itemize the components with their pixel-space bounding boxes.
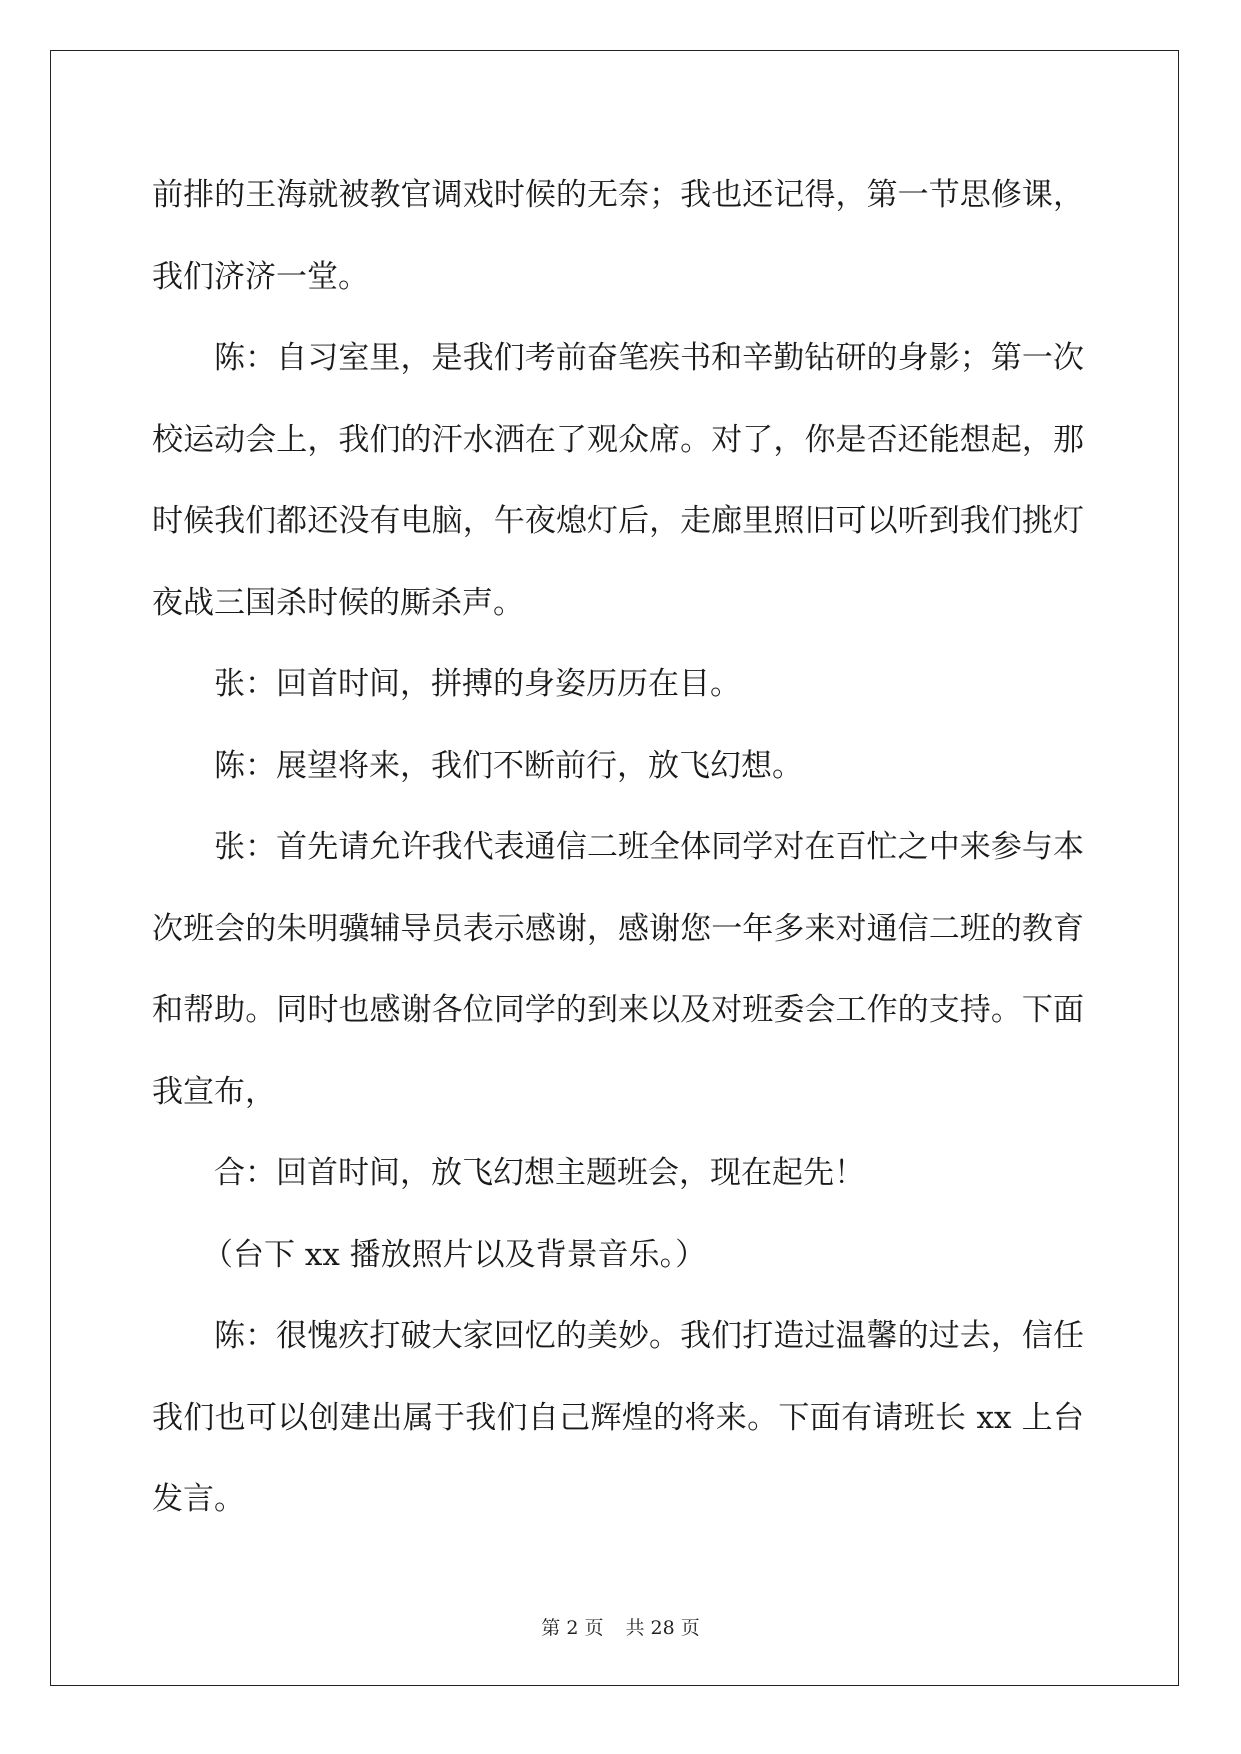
page-number: 第 2 页 bbox=[541, 1617, 604, 1639]
paragraph: 陈：很愧疚打破大家回忆的美妙。我们打造过温馨的过去，信任我们也可以创建出属于我们自己辉煌的将来。下面有请班长 xx 上台发言。 bbox=[152, 1318, 1084, 1517]
paragraph: 张：首先请允许我代表通信二班全体同学对在百忙之中来参与本次班会的朱明骥辅导员表示感谢，感谢您一年多来对通信二班的教育和帮助。同时也感谢各位同学的到来以及对班委会工作的支持。下面我宣布， bbox=[152, 829, 1084, 1110]
paragraph: 陈：展望将来，我们不断前行，放飞幻想。 bbox=[214, 747, 803, 784]
paragraph: 合：回首时间，放飞幻想主题班会，现在起先！ bbox=[214, 1155, 865, 1191]
page-footer bbox=[0, 1613, 1241, 1640]
paragraph: 前排的王海就被教官调戏时候的无奈；我也还记得，第一节思修课，我们济济一堂。 bbox=[152, 177, 1084, 295]
paragraph: 张：回首时间，拼搏的身姿历历在目。 bbox=[214, 666, 741, 702]
paragraph: 陈：自习室里，是我们考前奋笔疾书和辛勤钻研的身影；第一次校运动会上，我们的汗水洒在了观众席。对了，你是否还能想起，那时候我们都还没有电脑，午夜熄灯后，走廊里照旧可以听到我们挑灯夜战三国杀时候的厮杀声。 bbox=[152, 340, 1084, 621]
page-total: 共 28 页 bbox=[625, 1617, 700, 1639]
stage-direction: （台下 xx 播放照片以及背景音乐。） bbox=[202, 1236, 707, 1273]
document-body bbox=[152, 155, 1084, 1541]
